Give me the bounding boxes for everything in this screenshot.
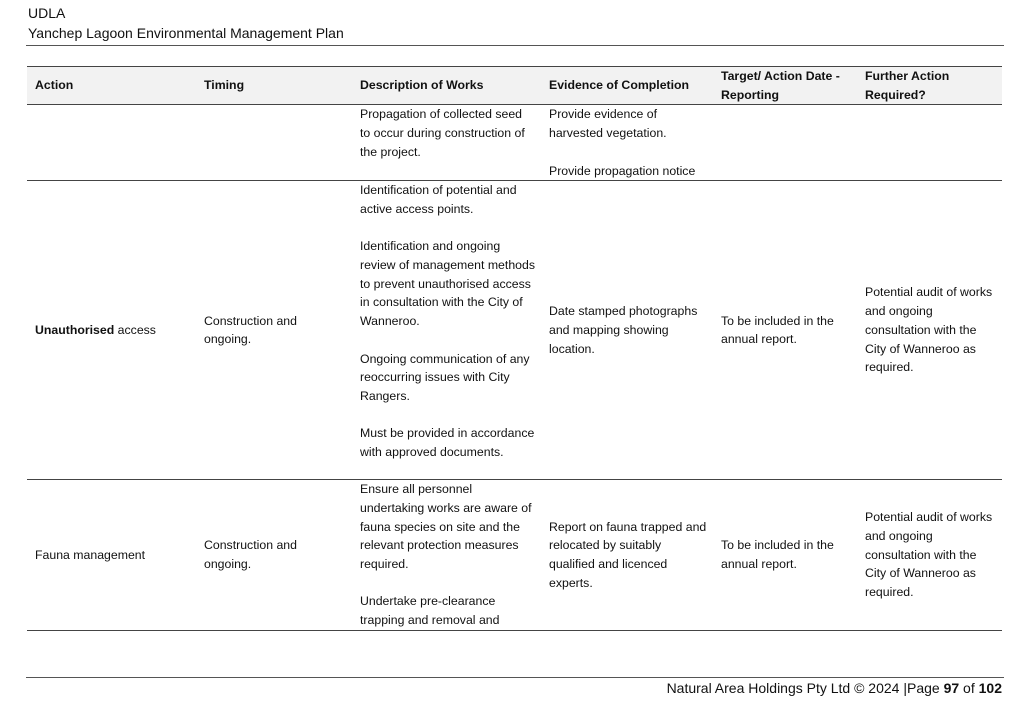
table-header-row bbox=[27, 67, 1002, 105]
action-label-bold: Unauthorised bbox=[35, 322, 115, 337]
target-cell: To be included in the annual report. bbox=[713, 480, 857, 631]
description-text: Undertake pre-clearance trapping and removal and bbox=[360, 594, 500, 628]
description-cell bbox=[352, 105, 541, 181]
evidence-text: Provide evidence of harvested vegetation. bbox=[549, 107, 667, 141]
further-action-cell: Potential audit of works and ongoing consultation with the City of Wanneroo as required. bbox=[857, 181, 1002, 480]
column-header-evidence: Evidence of Completion bbox=[541, 67, 713, 105]
further-action-cell: Potential audit of works and ongoing consultation with the City of Wanneroo as required. bbox=[857, 480, 1002, 631]
evidence-cell bbox=[541, 105, 713, 181]
target-cell bbox=[713, 105, 857, 181]
footer-page-of: of bbox=[959, 680, 979, 696]
timing-cell bbox=[196, 105, 352, 181]
evidence-text: Provide propagation notice bbox=[549, 163, 696, 178]
description-text: Must be provided in accordance with approved documents. bbox=[360, 426, 535, 459]
footer-company: Natural Area Holdings Pty Ltd © 2024 bbox=[666, 680, 900, 696]
page-header bbox=[28, 3, 344, 43]
column-header-action: Action bbox=[27, 67, 196, 105]
description-text: Identification and ongoing review of management methods to prevent unauthorised access in consultation with the City of Wanneroo. bbox=[360, 239, 535, 329]
action-cell: Fauna management bbox=[27, 480, 196, 631]
header-title: Yanchep Lagoon Environmental Management Plan bbox=[28, 25, 344, 41]
description-text: Ensure all personnel undertaking works are aware of fauna species on site and the relevant protection measures required. bbox=[360, 482, 532, 572]
description-cell bbox=[352, 181, 541, 480]
environmental-action-table bbox=[27, 66, 1002, 631]
column-header-timing: Timing bbox=[196, 67, 352, 105]
action-cell bbox=[27, 105, 196, 181]
description-cell bbox=[352, 480, 541, 631]
evidence-cell: Report on fauna trapped and relocated by suitably qualified and licenced experts. bbox=[541, 480, 713, 631]
table-row bbox=[27, 480, 1002, 631]
column-header-description: Description of Works bbox=[352, 67, 541, 105]
timing-cell: Construction and ongoing. bbox=[196, 480, 352, 631]
description-text: Propagation of collected seed to occur during construction of the project. bbox=[360, 107, 525, 159]
column-header-further-action: Further Action Required? bbox=[857, 67, 1002, 105]
further-action-cell bbox=[857, 105, 1002, 181]
page-footer bbox=[667, 678, 1002, 698]
target-cell: To be included in the annual report. bbox=[713, 181, 857, 480]
footer-page-total: 102 bbox=[978, 680, 1002, 696]
action-cell bbox=[27, 181, 196, 480]
table-row bbox=[27, 105, 1002, 181]
table-row bbox=[27, 181, 1002, 480]
header-divider bbox=[26, 45, 1004, 46]
column-header-target: Target/ Action Date - Reporting bbox=[713, 67, 857, 105]
footer-page-current: 97 bbox=[943, 680, 960, 696]
timing-cell: Construction and ongoing. bbox=[196, 181, 352, 480]
footer-page-prefix: |Page bbox=[899, 680, 944, 696]
evidence-cell: Date stamped photographs and mapping showing location. bbox=[541, 181, 713, 480]
description-text: Identification of potential and active access points. bbox=[360, 183, 517, 216]
header-org: UDLA bbox=[28, 5, 66, 21]
description-text: Ongoing communication of any reoccurring issues with City Rangers. bbox=[360, 351, 530, 403]
action-label: access bbox=[114, 322, 156, 337]
